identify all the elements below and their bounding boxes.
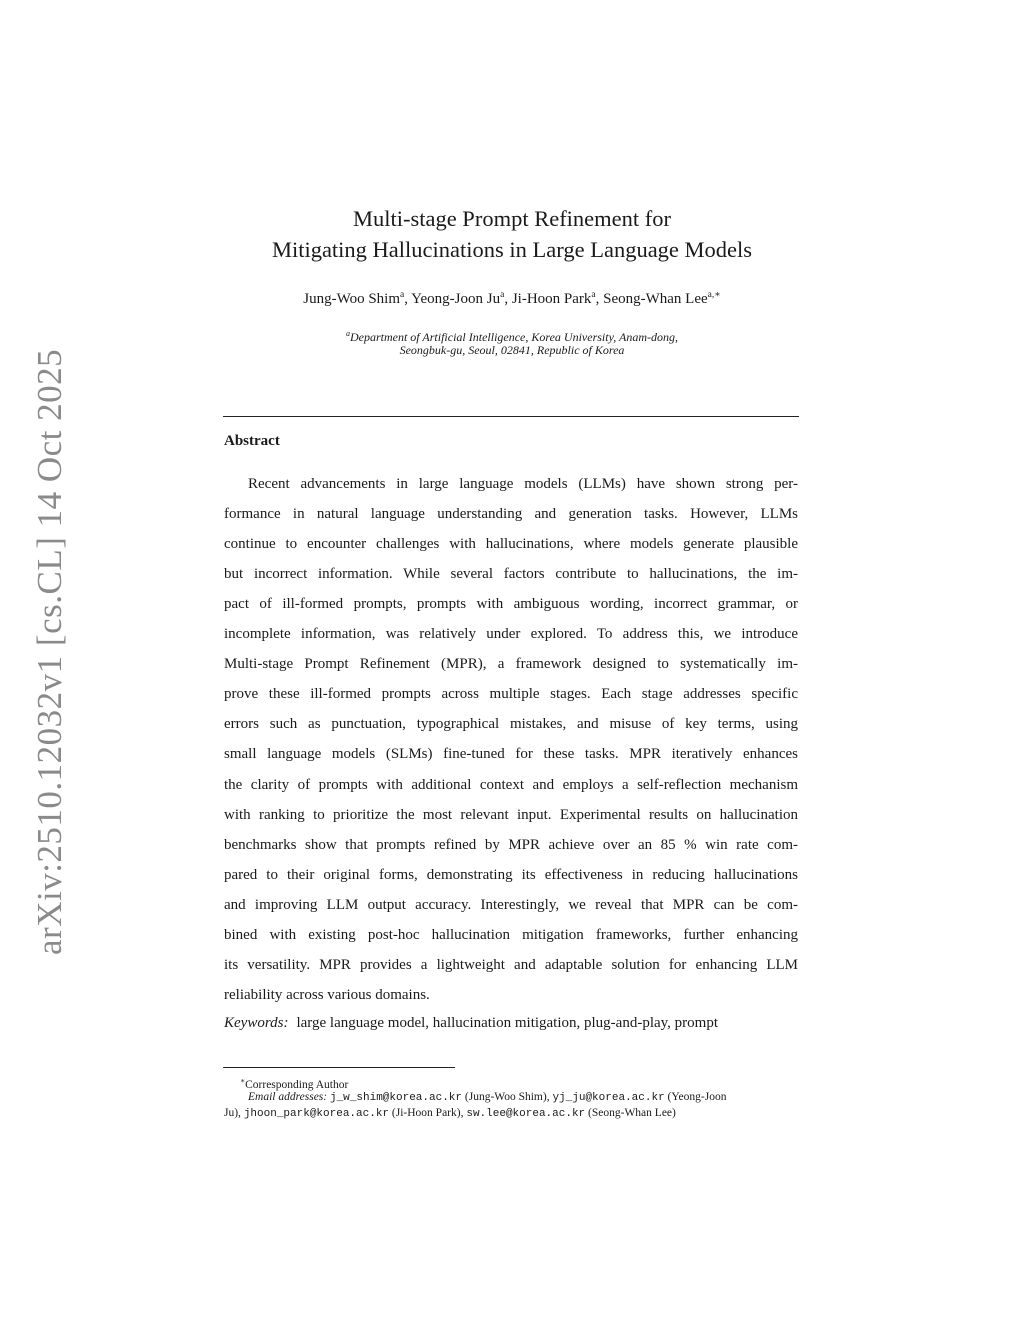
keywords xyxy=(224,1015,718,1032)
footnote-emails-line-1 xyxy=(248,1089,726,1106)
author-affil-mark: a xyxy=(591,290,596,300)
author-affil-mark: a,∗ xyxy=(707,290,721,300)
abstract-line: formance in natural language understanding and generation tasks. However, LLMs xyxy=(224,506,798,523)
keywords-label: Keywords: xyxy=(224,1015,289,1031)
email-link[interactable]: sw.lee@korea.ac.kr xyxy=(466,1108,586,1120)
abstract-line: and improving LLM output accuracy. Interestingly, we reveal that MPR can be com- xyxy=(224,896,798,913)
abstract-line: pact of ill-formed prompts, prompts with ambiguous wording, incorrect grammar, or xyxy=(224,596,798,613)
email-owner: (Ji-Hoon Park), xyxy=(391,1107,464,1119)
email-owner: (Jung-Woo Shim), xyxy=(464,1091,550,1103)
abstract-line: incomplete information, was relatively under explored. To address this, we introduce xyxy=(224,626,798,643)
abstract-line: the clarity of prompts with additional context and employs a self-reflection mechanism xyxy=(224,776,798,793)
keywords-text: large language model, hallucination mitigation, plug-and-play, prompt xyxy=(296,1015,719,1031)
email-owner: (Yeong-Joon xyxy=(667,1091,727,1103)
abstract-line: Multi-stage Prompt Refinement (MPR), a framework designed to systematically im- xyxy=(224,656,798,673)
abstract-line: with ranking to prioritize the most relevant input. Experimental results on hallucination xyxy=(224,806,798,823)
author-name: Jung-Woo Shim xyxy=(303,291,400,307)
email-link[interactable]: jhoon_park@korea.ac.kr xyxy=(243,1108,390,1120)
abstract-line: prove these ill-formed prompts across multiple stages. Each stage addresses specific xyxy=(224,686,798,703)
abstract-line: continue to encounter challenges with hallucinations, where models generate plausible xyxy=(224,536,798,553)
abstract-line: reliability across various domains. xyxy=(224,986,430,1003)
author-name: Ji-Hoon Park xyxy=(511,291,592,307)
email-link[interactable]: j_w_shim@korea.ac.kr xyxy=(329,1092,463,1104)
abstract-line: Recent advancements in large language models (LLMs) have shown strong per- xyxy=(248,476,798,492)
author-name: Yeong-Joon Ju xyxy=(411,291,501,307)
affiliation-line-2: Seongbuk-gu, Seoul, 02841, Republic of Korea xyxy=(399,343,625,357)
paper-title-line-1: Multi-stage Prompt Refinement for xyxy=(352,206,672,231)
abstract-line: small language models (SLMs) fine-tuned for these tasks. MPR iteratively enhances xyxy=(224,746,798,763)
abstract-heading: Abstract xyxy=(224,433,280,449)
abstract-top-rule xyxy=(223,416,799,417)
email-link[interactable]: yj_ju@korea.ac.kr xyxy=(552,1092,665,1104)
abstract-line: but incorrect information. While several factors contribute to hallucinations, the im- xyxy=(224,566,798,583)
author-affil-mark: a xyxy=(500,290,505,300)
affiliation-text-1: Department of Artificial Intelligence, Korea University, Anam-dong, xyxy=(349,330,679,344)
footnote-rule xyxy=(223,1067,455,1068)
paper-title-line-2: Mitigating Hallucinations in Large Language Models xyxy=(271,237,753,262)
email-owner: (Seong-Whan Lee) xyxy=(588,1107,676,1119)
arxiv-stamp: arXiv:2510.12032v1 [cs.CL] 14 Oct 2025 xyxy=(30,348,69,955)
abstract-line: benchmarks show that prompts refined by MPR achieve over an 85 % win rate com- xyxy=(224,836,798,853)
affiliation-mark: a xyxy=(345,329,350,338)
author-name: Seong-Whan Lee xyxy=(603,291,708,307)
author-affil-mark: a xyxy=(400,290,405,300)
email-owner: Ju), xyxy=(224,1107,241,1119)
footnote-emails-line-2 xyxy=(224,1105,676,1122)
email-label: Email addresses: xyxy=(248,1091,328,1103)
footnote-corresponding-text: Corresponding Author xyxy=(245,1078,349,1091)
abstract-line: its versatility. MPR provides a lightweight and adaptable solution for enhancing LLM xyxy=(224,956,798,973)
footnote-mark: ∗ xyxy=(240,1076,246,1085)
abstract-line: errors such as punctuation, typographical mistakes, and misuse of key terms, using xyxy=(224,716,798,733)
abstract-line: pared to their original forms, demonstrating its effectiveness in reducing hallucinations xyxy=(224,866,798,883)
author-list: Jung-Woo Shim$^a$, Yeong-Joon Ju$^a$, Ji-Hoon Park$^a$, Seong-Whan Lee$^{a,∗}$ xyxy=(303,290,721,307)
abstract-line: bined with existing post-hoc hallucination mitigation frameworks, further enhancing xyxy=(224,926,798,943)
